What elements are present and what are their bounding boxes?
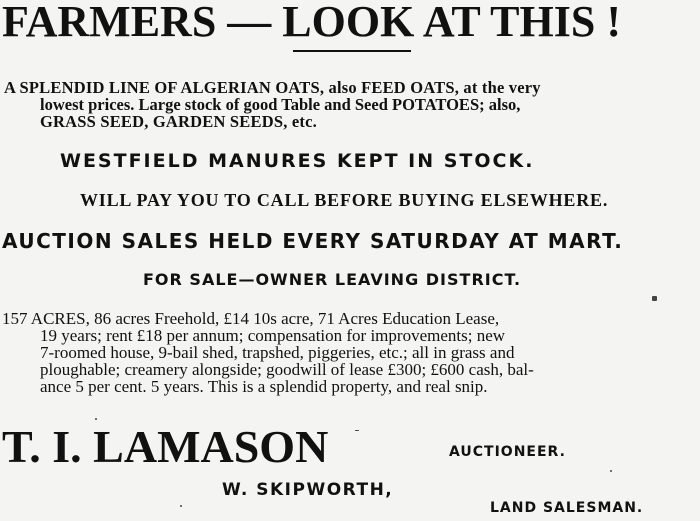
- ink-speck: [610, 470, 612, 472]
- oats-line-1: A SPLENDID LINE OF ALGERIAN OATS, also FEED OATS, at the very: [4, 78, 541, 97]
- auctioneer-title: AUCTIONEER.: [449, 444, 566, 460]
- oats-line-3: GRASS SEED, GARDEN SEEDS, etc.: [40, 112, 317, 131]
- property-line-4: ploughable; creamery alongside; goodwill of lease £300; £600 cash, bal-: [40, 360, 534, 379]
- auctioneer-name: T. I. LAMASON: [2, 421, 329, 472]
- property-line-1: 157 ACRES, 86 acres Freehold, £14 10s acre, 71 Acres Education Lease,: [2, 309, 500, 328]
- salesman-name: W. SKIPWORTH,: [222, 480, 394, 500]
- oats-line-2: lowest prices. Large stock of good Table and Seed POTATOES; also,: [40, 95, 521, 114]
- headline: FARMERS — LOOK AT THIS !: [2, 0, 621, 46]
- property-line-2: 19 years; rent £18 per annum; compensation for improvements; new: [40, 326, 506, 345]
- ink-speck: [180, 505, 182, 507]
- ink-speck: [355, 430, 359, 431]
- ink-speck: [95, 418, 97, 420]
- salesman-title: LAND SALESMAN.: [490, 500, 644, 516]
- ink-speck: [652, 296, 657, 301]
- headline-rule: [293, 50, 411, 52]
- westfield-manures-notice: WESTFIELD MANURES KEPT IN STOCK.: [60, 150, 535, 172]
- call-before-buying-notice: WILL PAY YOU TO CALL BEFORE BUYING ELSEWHERE.: [80, 190, 609, 210]
- auction-sales-notice: AUCTION SALES HELD EVERY SATURDAY AT MART.: [2, 229, 624, 253]
- for-sale-heading: FOR SALE—OWNER LEAVING DISTRICT.: [143, 270, 522, 289]
- property-line-5: ance 5 per cent. 5 years. This is a splendid property, and real snip.: [40, 377, 488, 396]
- property-line-3: 7-roomed house, 9-bail shed, trapshed, piggeries, etc.; all in grass and: [40, 343, 515, 362]
